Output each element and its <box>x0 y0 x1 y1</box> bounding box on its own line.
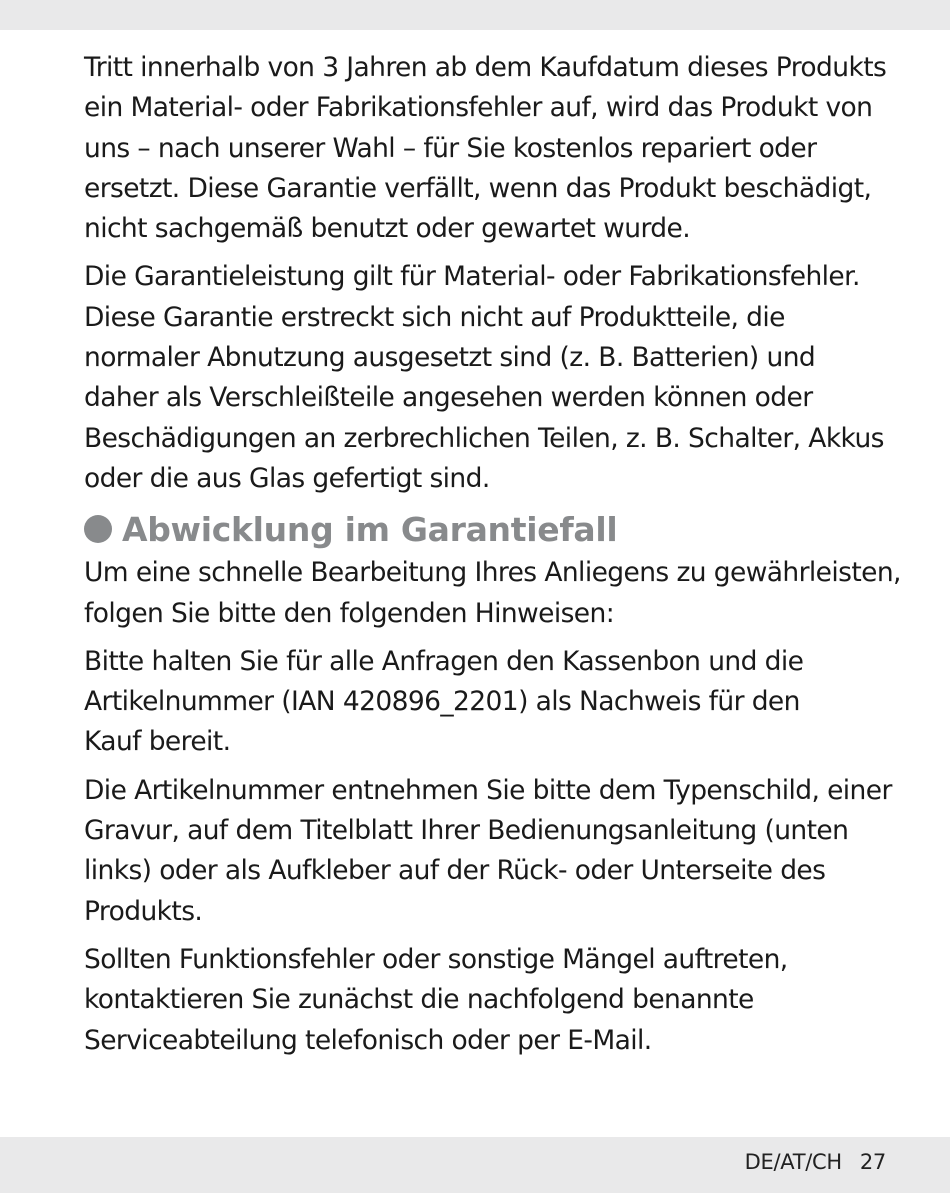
paragraph-intro: Um eine schnelle Bearbeitung Ihres Anliegens zu gewährleisten, folgen Sie bitte den folgenden Hinweisen: <box>84 557 901 629</box>
paragraph-receipt: Bitte halten Sie für alle Anfragen den Kassenbon und die Artikelnummer (IAN 420896_2201) als Nachweis für den Kauf bereit. <box>84 645 804 758</box>
top-band <box>0 0 950 30</box>
footer-locale: DE/AT/CH <box>744 1150 842 1174</box>
page-footer <box>745 1150 886 1174</box>
page-content <box>84 48 904 1069</box>
paragraph-warranty-terms: Tritt innerhalb von 3 Jahren ab dem Kaufdatum dieses Produkts ein Material- oder Fabrikationsfehler auf, wird das Produkt von uns – nach unserer Wahl – für Sie kostenlos repariert oder ersetzt. Diese Garantie verfällt, wenn das Produkt beschädigt, nicht sachgemäß benutzt oder gewartet wurde. <box>84 52 887 245</box>
page-number: 27 <box>859 1150 886 1174</box>
section-heading <box>84 503 904 555</box>
paragraph-contact: Sollten Funktionsfehler oder sonstige Mängel auftreten, kontaktieren Sie zunächst die nachfolgend benannte Serviceabteilung telefonisch oder per E-Mail. <box>84 943 788 1056</box>
paragraph-article-number: Die Artikelnummer entnehmen Sie bitte dem Typenschild, einer Gravur, auf dem Titelblatt Ihrer Bedienungsanleitung (unten links) oder als Aufkleber auf der Rück- oder Unterseite des Produkts. <box>84 774 892 927</box>
section-heading-text: Abwicklung im Garantiefall <box>122 509 618 549</box>
bullet-icon <box>84 515 112 543</box>
paragraph-warranty-scope: Die Garantieleistung gilt für Material- oder Fabrikationsfehler. Diese Garantie erstreckt sich nicht auf Produktteile, die normaler Abnutzung ausgesetzt sind (z. B. Batterien) und daher als Verschleißteile angesehen werden können oder Beschädigungen an zerbrechlichen Teilen, z. B. Schalter, Akkus oder die aus Glas gefertigt sind. <box>84 261 884 494</box>
